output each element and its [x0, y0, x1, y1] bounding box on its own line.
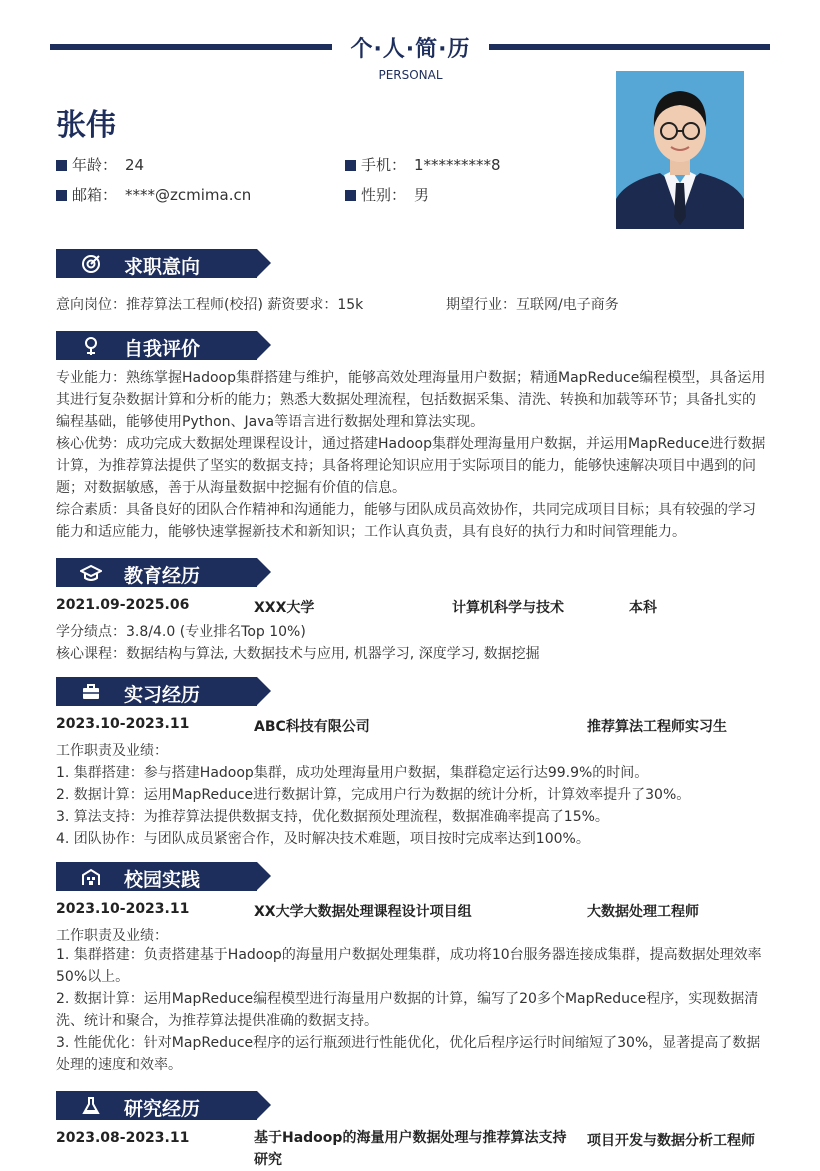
bullet-square-icon — [345, 190, 356, 201]
target-icon — [80, 253, 102, 275]
phone-info: 手机： 1*********8 — [345, 154, 501, 175]
age-info: 年龄： 24 — [56, 154, 144, 175]
campus-period: 2023.10-2023.11 — [56, 901, 190, 917]
education-major: 计算机科学与技术 — [452, 600, 564, 616]
document-subtitle: PERSONAL — [378, 68, 443, 82]
profile-photo — [616, 71, 744, 229]
document-title: 个·人·简·历 — [350, 37, 471, 62]
internship-role: 推荐算法工程师实习生 — [587, 719, 727, 735]
building-icon — [80, 866, 102, 888]
research-project: 基于Hadoop的海量用户数据处理与推荐算法支持研究 — [254, 1130, 567, 1168]
education-school: XXX大学 — [254, 600, 315, 616]
campus-role: 大数据处理工程师 — [587, 904, 699, 920]
education-courses: 核心课程：数据结构与算法, 大数据技术与应用, 机器学习, 深度学习, 数据挖掘 — [56, 646, 540, 662]
list-item: 3. 性能优化：针对MapReduce程序的运行瓶颈进行性能优化，优化后程序运行时间缩短了30%，显著提高了数据处理的速度和效率。 — [56, 1035, 761, 1073]
internship-intro: 工作职责及业绩： — [56, 743, 168, 759]
education-degree: 本科 — [629, 600, 657, 616]
job-position: 意向岗位：推荐算法工程师(校招) 薪资要求：15k — [56, 297, 364, 313]
internship-company: ABC科技有限公司 — [254, 719, 370, 735]
section-header-job-intent: 求职意向 — [56, 249, 271, 278]
research-role: 项目开发与数据分析工程师 — [587, 1133, 755, 1149]
section-header-education: 教育经历 — [56, 558, 271, 587]
section-header-self-eval: 自我评价 — [56, 331, 271, 360]
list-item: 2. 数据计算：运用MapReduce进行数据计算，完成用户行为数据的统计分析，计算效率提升了30%。 — [56, 787, 691, 803]
education-gpa: 学分绩点：3.8/4.0 (专业排名Top 10%) — [56, 624, 306, 640]
job-industry: 期望行业：互联网/电子商务 — [446, 297, 619, 313]
list-item: 4. 团队协作：与团队成员紧密合作，及时解决技术难题，项目按时完成率达到100%。 — [56, 831, 590, 847]
section-header-internship: 实习经历 — [56, 677, 271, 706]
graduation-cap-icon — [80, 562, 102, 584]
self-eval-paragraph: 核心优势：成功完成大数据处理课程设计，通过搭建Hadoop集群处理海量用户数据，并运用MapReduce进行数据计算，为推荐算法提供了坚实的数据支持；具备将理论知识应用于实际项目的能力，能够快速解决项目中遇到的问题；对数据敏感，善于从海量数据中挖掘有价值的信息。 — [56, 436, 766, 496]
bullet-square-icon — [345, 160, 356, 171]
flask-icon — [80, 1095, 102, 1117]
email-info: 邮箱： ****@zcmima.cn — [56, 184, 251, 205]
list-item: 2. 数据计算：运用MapReduce编程模型进行海量用户数据的计算，编写了20多个MapReduce程序，实现数据清洗、统计和聚合，为推荐算法提供准确的数据支持。 — [56, 991, 759, 1029]
list-item: 1. 集群搭建：负责搭建基于Hadoop的海量用户数据处理集群，成功将10台服务器连接成集群，提高数据处理效率50%以上。 — [56, 947, 762, 985]
list-item: 1. 集群搭建：参与搭建Hadoop集群，成功处理海量用户数据，集群稳定运行达99.9%的时间。 — [56, 765, 649, 781]
candidate-name: 张伟 — [56, 108, 116, 143]
campus-intro: 工作职责及业绩： — [56, 928, 168, 944]
header-rule-right — [489, 44, 770, 50]
briefcase-icon — [80, 681, 102, 703]
section-header-research: 研究经历 — [56, 1091, 271, 1120]
section-header-campus: 校园实践 — [56, 862, 271, 891]
education-period: 2021.09-2025.06 — [56, 597, 190, 613]
self-eval-paragraph: 综合素质：具备良好的团队合作精神和沟通能力，能够与团队成员高效协作，共同完成项目目标；具有较强的学习能力和适应能力，能够快速掌握新技术和新知识；工作认真负责，具有良好的执行力和时间管理能力。 — [56, 502, 756, 540]
bullet-square-icon — [56, 190, 67, 201]
self-eval-paragraph: 专业能力：熟练掌握Hadoop集群搭建与维护，能够高效处理海量用户数据；精通MapReduce编程模型，具备运用其进行复杂数据计算和分析的能力；熟悉大数据处理流程，包括数据采集、清洗、转换和加载等环节；具备扎实的编程基础，能够使用Python、Java等语言进行数据处理和算法实现。 — [56, 370, 766, 430]
badge-icon — [80, 335, 102, 357]
bullet-square-icon — [56, 160, 67, 171]
gender-info: 性别： 男 — [345, 184, 429, 205]
list-item: 3. 算法支持：为推荐算法提供数据支持，优化数据预处理流程，数据准确率提高了15%。 — [56, 809, 609, 825]
header-rule-left — [50, 44, 332, 50]
research-period: 2023.08-2023.11 — [56, 1130, 190, 1146]
internship-period: 2023.10-2023.11 — [56, 716, 190, 732]
campus-org: XX大学大数据处理课程设计项目组 — [254, 904, 472, 920]
